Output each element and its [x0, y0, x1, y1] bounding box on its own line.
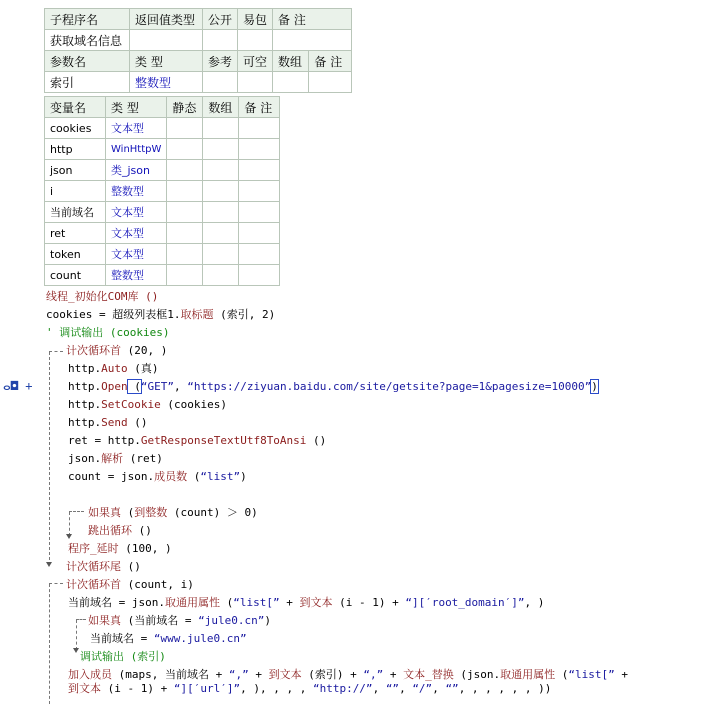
code-func: 到文本 — [68, 682, 101, 695]
code-text: (ret) — [123, 452, 163, 465]
code-text: count = json. — [68, 470, 155, 483]
var-array[interactable] — [203, 160, 239, 181]
if2-guide-top — [76, 619, 86, 620]
code-text: (maps, 当前域名 + — [112, 668, 229, 681]
code-func: 文本_替换 — [403, 668, 454, 681]
code-line[interactable] — [90, 632, 247, 646]
code-text: ( — [187, 470, 201, 483]
code-text: , ) — [524, 596, 545, 609]
code-func: 取标题 — [180, 308, 214, 321]
code-func: Send — [101, 416, 128, 429]
var-remark[interactable] — [239, 139, 280, 160]
code-text: (count, i) — [121, 578, 194, 591]
header-param-remark: 备 注 — [309, 51, 352, 72]
code-text: , — [174, 380, 188, 393]
code-text: ) — [240, 470, 247, 483]
code-text: ret = http. — [68, 434, 141, 447]
code-text: ( — [127, 380, 141, 393]
code-line[interactable] — [88, 614, 271, 628]
code-line[interactable] — [88, 524, 152, 538]
code-text: + — [614, 668, 628, 681]
var-remark[interactable] — [239, 181, 280, 202]
code-text: , — [372, 682, 386, 695]
var-row[interactable] — [45, 265, 280, 286]
var-type[interactable]: 整数型 — [106, 265, 167, 286]
var-array[interactable] — [203, 139, 239, 160]
loop1-guide — [49, 352, 50, 565]
code-func: 成员数 — [154, 470, 188, 483]
if1-guide-top — [69, 511, 84, 512]
param-remark-cell[interactable] — [309, 72, 352, 93]
code-string: “list[” — [568, 668, 615, 681]
code-comment: 调试输出 (索引) — [80, 650, 166, 663]
code-text: + — [279, 596, 300, 609]
code-text: , , , , , , )) — [458, 682, 552, 695]
if2-end-arrow — [73, 648, 79, 653]
code-func: 取通用属性 — [164, 596, 220, 609]
header-public: 公开 — [203, 9, 238, 30]
code-line[interactable] — [46, 326, 169, 340]
code-text: (当前域名 = — [121, 614, 199, 627]
code-text: http. — [68, 398, 102, 411]
var-row[interactable] — [45, 139, 280, 160]
code-text: , — [399, 682, 413, 695]
code-text: (索引) + — [301, 668, 364, 681]
loop1-end-arrow — [46, 562, 52, 567]
var-row[interactable] — [45, 202, 280, 223]
var-static[interactable] — [167, 139, 203, 160]
sub-name-row[interactable] — [45, 30, 352, 51]
code-line[interactable] — [66, 344, 167, 358]
var-array[interactable] — [203, 202, 239, 223]
code-line[interactable] — [68, 596, 544, 610]
header-param-type: 类 型 — [130, 51, 203, 72]
code-line[interactable] — [68, 398, 227, 412]
code-func: Open — [101, 380, 128, 393]
sub-name-cell[interactable]: 获取域名信息 — [45, 30, 130, 51]
code-line[interactable] — [46, 290, 158, 304]
var-row[interactable] — [45, 118, 280, 139]
code-text: ( — [121, 506, 135, 519]
var-array[interactable] — [203, 118, 239, 139]
var-type[interactable]: 文本型 — [106, 202, 167, 223]
header-easy-pkg: 易包 — [238, 9, 273, 30]
local-variable-table — [44, 96, 280, 286]
var-name[interactable]: ret — [45, 223, 106, 244]
code-func: 跳出循环 — [88, 524, 132, 537]
var-type[interactable]: 文本型 — [106, 223, 167, 244]
code-text: 线程_初始化COM库 () — [46, 290, 159, 303]
code-comment: ' 调试输出 (cookies) — [46, 326, 170, 339]
code-text: () — [121, 560, 141, 573]
var-name[interactable]: json — [45, 160, 106, 181]
code-func: Auto — [101, 362, 128, 375]
code-func: 如果真 — [88, 614, 121, 627]
param-header-row — [45, 51, 352, 72]
code-string: “][′url′]” — [173, 682, 241, 695]
var-remark[interactable] — [239, 244, 280, 265]
loop1-guide-top — [49, 351, 63, 352]
var-remark[interactable] — [239, 118, 280, 139]
code-string: “][′root_domain′]” — [405, 596, 525, 609]
code-text: (索引, 2) — [213, 308, 276, 321]
subroutine-table — [44, 8, 352, 93]
header-var-static: 静态 — [167, 97, 203, 118]
header-param-array: 数组 — [273, 51, 309, 72]
code-func: 到整数 — [134, 506, 168, 519]
code-line[interactable] — [68, 452, 163, 466]
code-string: “,” — [228, 668, 249, 681]
var-name[interactable]: token — [45, 244, 106, 265]
code-line[interactable] — [68, 682, 551, 696]
code-func: 到文本 — [299, 596, 333, 609]
code-line[interactable] — [68, 362, 159, 376]
code-line[interactable] — [66, 578, 194, 592]
param-array-cell[interactable] — [273, 72, 309, 93]
code-text: ) — [264, 614, 271, 627]
var-array[interactable] — [203, 223, 239, 244]
param-ref-cell[interactable] — [203, 72, 238, 93]
code-func: 取通用属性 — [500, 668, 556, 681]
code-string: “” — [445, 682, 459, 695]
header-param-name: 参数名 — [45, 51, 130, 72]
code-func: GetResponseTextUtf8ToAnsi — [140, 434, 307, 447]
header-param-optional: 可空 — [238, 51, 273, 72]
code-func: 加入成员 — [68, 668, 112, 681]
var-type[interactable]: 整数型 — [106, 181, 167, 202]
code-text: + — [383, 668, 404, 681]
code-string: “jule0.cn” — [198, 614, 265, 627]
code-func: 到文本 — [268, 668, 302, 681]
param-optional-cell[interactable] — [238, 72, 273, 93]
header-param-ref: 参考 — [203, 51, 238, 72]
code-text: (真) — [127, 362, 159, 375]
var-remark[interactable] — [239, 223, 280, 244]
sub-header-row — [45, 9, 352, 30]
code-line-current[interactable] — [68, 380, 598, 394]
var-row[interactable] — [45, 160, 280, 181]
code-func: 解析 — [101, 452, 124, 465]
sub-return-cell[interactable] — [130, 30, 203, 51]
code-text: (20, ) — [121, 344, 168, 357]
code-text: http. — [68, 362, 102, 375]
header-var-type: 类 型 — [106, 97, 167, 118]
header-var-array: 数组 — [203, 97, 239, 118]
code-line[interactable] — [88, 506, 258, 520]
var-array[interactable] — [203, 244, 239, 265]
code-string: “GET” — [140, 380, 174, 393]
code-string: “,” — [363, 668, 384, 681]
sub-easy-cell[interactable] — [238, 30, 273, 51]
var-name[interactable]: 当前域名 — [45, 202, 106, 223]
param-name-cell[interactable]: 索引 — [45, 72, 130, 93]
code-string: “www.jule0.cn” — [153, 632, 247, 645]
code-text: (i - 1) + — [101, 682, 174, 695]
if2-guide — [76, 620, 77, 650]
code-func: 计次循环首 — [66, 344, 121, 357]
var-type[interactable]: WinHttpW — [106, 139, 167, 160]
code-text: http. — [68, 380, 102, 393]
code-func: 如果真 — [88, 506, 121, 519]
code-text: cookies = 超级列表框1. — [46, 308, 181, 321]
code-text: ( — [555, 668, 569, 681]
loop2-guide — [49, 584, 50, 704]
var-static[interactable] — [167, 244, 203, 265]
var-static[interactable] — [167, 181, 203, 202]
code-text: () — [132, 524, 152, 537]
code-text: () — [127, 416, 148, 429]
code-line[interactable] — [68, 434, 326, 448]
param-row[interactable] — [45, 72, 352, 93]
code-text: (100, ) — [118, 542, 172, 555]
var-name[interactable]: cookies — [45, 118, 106, 139]
code-func: 计次循环尾 — [66, 560, 121, 573]
code-text: + — [248, 668, 269, 681]
var-name[interactable]: http — [45, 139, 106, 160]
code-text: , ), , , , — [240, 682, 313, 695]
line-marker-icon[interactable]: ⴰ◘ + — [3, 379, 33, 393]
code-text: () — [306, 434, 327, 447]
var-static[interactable] — [167, 223, 203, 244]
var-static[interactable] — [167, 265, 203, 286]
var-type[interactable]: 文本型 — [106, 118, 167, 139]
code-text: ( — [219, 596, 234, 609]
var-name[interactable]: count — [45, 265, 106, 286]
header-var-name: 变量名 — [45, 97, 106, 118]
header-sub-name: 子程序名 — [45, 9, 130, 30]
var-static[interactable] — [167, 118, 203, 139]
loop2-guide-top — [49, 583, 63, 584]
var-name[interactable]: i — [45, 181, 106, 202]
code-line[interactable] — [68, 542, 172, 556]
sub-remark-cell[interactable] — [273, 30, 352, 51]
code-text: (count) ＞ 0) — [167, 506, 258, 519]
var-array[interactable] — [203, 265, 239, 286]
if1-end-arrow — [66, 534, 72, 539]
var-type[interactable]: 类_json — [106, 160, 167, 181]
code-text: 当前域名 = — [90, 632, 154, 645]
code-line[interactable] — [80, 650, 166, 664]
code-text: (json. — [453, 668, 501, 681]
code-string: “” — [385, 682, 400, 695]
var-row[interactable] — [45, 223, 280, 244]
var-remark[interactable] — [239, 202, 280, 223]
sub-public-cell[interactable] — [203, 30, 238, 51]
if1-guide — [69, 512, 70, 536]
code-string: “list[” — [233, 596, 280, 609]
var-row[interactable] — [45, 181, 280, 202]
header-var-remark: 备 注 — [239, 97, 280, 118]
var-type[interactable]: 文本型 — [106, 244, 167, 265]
code-func: 计次循环首 — [66, 578, 121, 591]
code-func: SetCookie — [101, 398, 161, 411]
code-text: http. — [68, 416, 102, 429]
code-line[interactable] — [66, 560, 141, 574]
code-text: (i - 1) + — [332, 596, 406, 609]
code-text: json. — [68, 452, 102, 465]
var-header-row — [45, 97, 280, 118]
code-line[interactable] — [68, 668, 628, 682]
code-text: 当前域名 = json. — [68, 596, 165, 609]
var-row[interactable] — [45, 244, 280, 265]
code-line[interactable] — [68, 470, 247, 484]
var-remark[interactable] — [239, 265, 280, 286]
code-line[interactable] — [46, 308, 275, 322]
code-text: , — [432, 682, 446, 695]
code-string: “https://ziyuan.baidu.com/site/getsite?page=1&pagesize=10000” — [187, 380, 592, 393]
code-string: “/” — [412, 682, 433, 695]
code-string: “http://” — [312, 682, 373, 695]
var-static[interactable] — [167, 160, 203, 181]
code-func: 程序_延时 — [68, 542, 119, 555]
code-line[interactable] — [68, 416, 148, 430]
var-array[interactable] — [203, 181, 239, 202]
param-type-cell[interactable]: 整数型 — [130, 72, 203, 93]
code-string: “list” — [200, 470, 241, 483]
header-return-type: 返回值类型 — [130, 9, 203, 30]
header-remark: 备 注 — [273, 9, 352, 30]
code-text: (cookies) — [160, 398, 227, 411]
var-static[interactable] — [167, 202, 203, 223]
var-remark[interactable] — [239, 160, 280, 181]
code-text: ) — [591, 380, 598, 393]
